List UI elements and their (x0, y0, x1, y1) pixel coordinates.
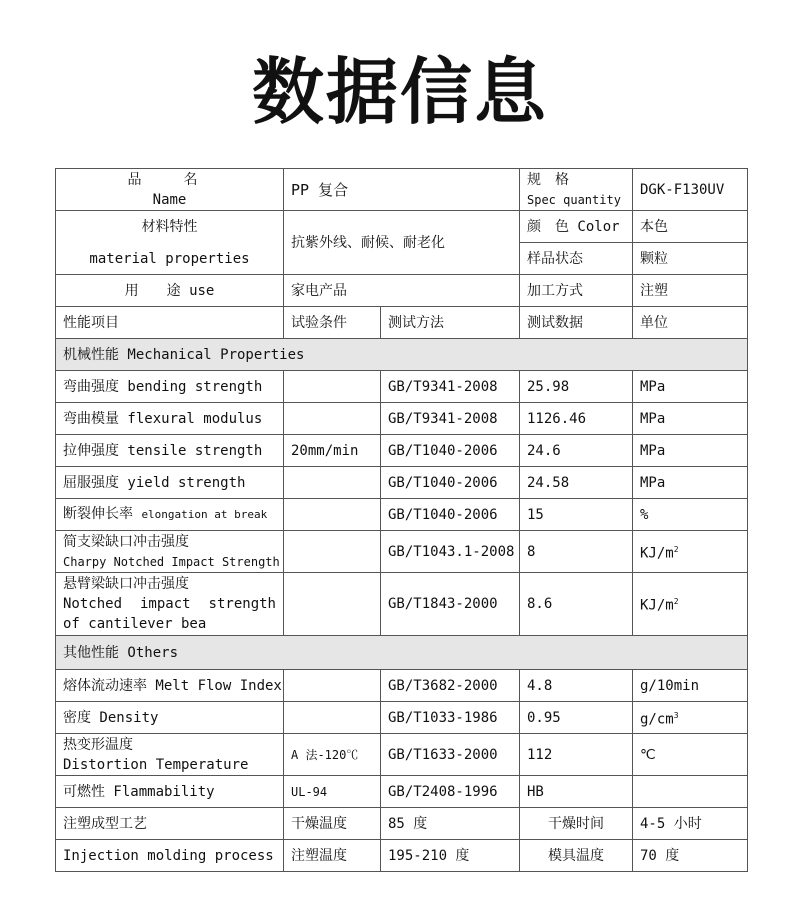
row-value: 24.6 (520, 435, 633, 467)
row-unit: MPa (633, 467, 748, 499)
unit-text: KJ/m (640, 545, 674, 562)
row-unit: g/10min (633, 670, 748, 702)
row-method: GB/T9341-2008 (381, 403, 520, 435)
row-item-en: Notched impact strength of cantilever bea (63, 596, 276, 632)
name-label-cn: 品 名 (127, 171, 212, 188)
data-sheet-table (55, 168, 748, 872)
table-row (56, 435, 748, 467)
row-item-cn: 悬臂梁缺口冲击强度 (63, 576, 189, 592)
unit-superscript: 2 (673, 544, 679, 554)
row-value: 1126.46 (520, 403, 633, 435)
row-method: GB/T1033-1986 (381, 702, 520, 734)
process-label: 加工方式 (520, 275, 633, 307)
row-unit: MPa (633, 403, 748, 435)
row-value: 25.98 (520, 371, 633, 403)
row-value: 0.95 (520, 702, 633, 734)
header-row-name (56, 169, 748, 211)
col-header-condition: 试验条件 (284, 307, 381, 339)
row-method: GB/T1633-2000 (381, 734, 520, 776)
row-item: 弯曲模量 flexural modulus (56, 403, 284, 435)
spec-value: DGK-F130UV (633, 169, 748, 211)
molding-label-cn: 注塑成型工艺 (56, 808, 284, 840)
inj-temp-value: 195-210 度 (381, 840, 520, 872)
page-title: 数据信息 (251, 50, 548, 134)
spec-label-cn: 规 格 (527, 171, 569, 188)
row-item-en: elongation at break (141, 508, 268, 521)
row-method: GB/T3682-2000 (381, 670, 520, 702)
row-unit (633, 702, 748, 734)
row-item-cn: 断裂伸长率 (63, 506, 133, 522)
table-row (56, 467, 748, 499)
section-mechanical: 机械性能 Mechanical Properties (56, 339, 748, 371)
row-item (56, 734, 284, 776)
dry-time-label: 干燥时间 (520, 808, 633, 840)
dry-time-value: 4-5 小时 (633, 808, 748, 840)
sample-value: 颗粒 (633, 243, 748, 275)
dry-temp-value: 85 度 (381, 808, 520, 840)
section-row-mechanical (56, 339, 748, 371)
row-value: 15 (520, 499, 633, 531)
row-condition (284, 403, 381, 435)
row-value: 4.8 (520, 670, 633, 702)
row-item (56, 573, 284, 636)
unit-superscript: 2 (673, 597, 679, 607)
row-item (56, 499, 284, 531)
mold-temp-label: 模具温度 (520, 840, 633, 872)
color-label: 颜 色 Color (520, 211, 633, 243)
column-header-row (56, 307, 748, 339)
table-row (56, 670, 748, 702)
molding-label-en: Injection molding process (56, 840, 284, 872)
row-method: GB/T1040-2006 (381, 435, 520, 467)
unit-text: KJ/m (640, 597, 674, 614)
row-method: GB/T2408-1996 (381, 776, 520, 808)
header-row-use (56, 275, 748, 307)
row-value: HB (520, 776, 633, 808)
mold-temp-value: 70 度 (633, 840, 748, 872)
col-header-unit: 单位 (633, 307, 748, 339)
row-method: GB/T9341-2008 (381, 371, 520, 403)
table-row (56, 499, 748, 531)
dry-temp-label: 干燥温度 (284, 808, 381, 840)
row-item: 熔体流动速率 Melt Flow Index (56, 670, 284, 702)
row-condition: A 法-120℃ (284, 734, 381, 776)
molding-row-1 (56, 808, 748, 840)
table-row (56, 702, 748, 734)
row-condition (284, 702, 381, 734)
row-method: GB/T1040-2006 (381, 499, 520, 531)
header-row-material (56, 211, 748, 243)
table-row (56, 776, 748, 808)
row-item (56, 531, 284, 573)
row-method: GB/T1040-2006 (381, 467, 520, 499)
row-method: GB/T1043.1-2008 (381, 531, 520, 573)
table-row (56, 403, 748, 435)
name-label-cell (56, 169, 284, 211)
row-method: GB/T1843-2000 (381, 573, 520, 636)
row-value: 8 (520, 531, 633, 573)
sample-label: 样品状态 (520, 243, 633, 275)
row-condition (284, 531, 381, 573)
row-value: 112 (520, 734, 633, 776)
table-row (56, 371, 748, 403)
unit-superscript: 3 (673, 710, 679, 720)
color-value: 本色 (633, 211, 748, 243)
row-item: 拉伸强度 tensile strength (56, 435, 284, 467)
material-label-en: material properties (89, 250, 250, 267)
table-row (56, 573, 748, 636)
material-value: 抗紫外线、耐候、耐老化 (284, 211, 520, 275)
col-header-method: 测试方法 (381, 307, 520, 339)
col-header-value: 测试数据 (520, 307, 633, 339)
spec-label-en: Spec quantity (527, 192, 621, 207)
row-unit: MPa (633, 371, 748, 403)
process-value: 注塑 (633, 275, 748, 307)
inj-temp-label: 注塑温度 (284, 840, 381, 872)
section-others: 其他性能 Others (56, 636, 748, 670)
row-unit: % (633, 499, 748, 531)
spec-label-cell (520, 169, 633, 211)
name-label-en: Name (152, 191, 187, 208)
table-row (56, 531, 748, 573)
row-condition (284, 670, 381, 702)
row-value: 8.6 (520, 573, 633, 636)
row-item: 密度 Density (56, 702, 284, 734)
row-value: 24.58 (520, 467, 633, 499)
row-item-cn: 简支梁缺口冲击强度 (63, 533, 189, 550)
col-header-item: 性能项目 (56, 307, 284, 339)
material-label-cn: 材料特性 (141, 218, 198, 235)
row-unit: ℃ (633, 734, 748, 776)
unit-text: g/cm (640, 711, 674, 728)
row-item-en: Distortion Temperature (63, 756, 249, 773)
row-condition (284, 467, 381, 499)
row-item: 可燃性 Flammability (56, 776, 284, 808)
row-condition (284, 499, 381, 531)
row-unit (633, 776, 748, 808)
row-item: 弯曲强度 bending strength (56, 371, 284, 403)
use-label: 用 途 use (56, 275, 284, 307)
use-value: 家电产品 (284, 275, 520, 307)
table-row (56, 734, 748, 776)
name-value: PP 复合 (284, 169, 520, 211)
section-row-others (56, 636, 748, 670)
row-unit: MPa (633, 435, 748, 467)
row-condition: UL-94 (284, 776, 381, 808)
row-unit (633, 573, 748, 636)
row-item-cn: 热变形温度 (63, 736, 133, 753)
material-label-cell (56, 211, 284, 275)
row-condition: 20mm/min (284, 435, 381, 467)
row-condition (284, 573, 381, 636)
row-item-en: Charpy Notched Impact Strength (63, 554, 280, 569)
row-unit (633, 531, 748, 573)
row-item: 屈服强度 yield strength (56, 467, 284, 499)
row-condition (284, 371, 381, 403)
molding-row-2 (56, 840, 748, 872)
